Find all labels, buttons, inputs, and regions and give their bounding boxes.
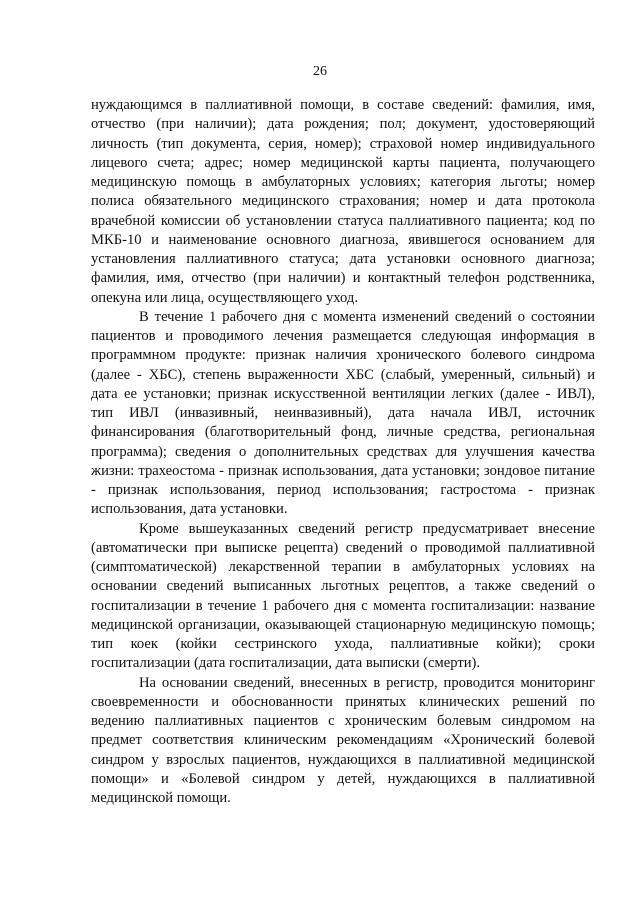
document-body <box>91 96 595 808</box>
paragraph-continuation: нуждающимся в паллиативной помощи, в составе сведений: фамилия, имя, отчество (при наличии); дата рождения; пол; документ, удостоверяющий личность (тип документа, серия, номер); страховой номер индивидуального лицевого счета; адрес; номер медицинской карты пациента, получающего медицинскую помощь в амбулаторных условиях; категория льготы; номер полиса обязательного медицинского страхования; номер и дата протокола врачебной комиссии об установлении статуса паллиативного пациента; код по МКБ-10 и наименование основного диагноза, явившегося основанием для установления паллиативного статуса; дата установки основного диагноза; фамилия, имя, отчество (при наличии) и контактный телефон родственника, опекуна или лица, осуществляющего уход. <box>91 97 595 306</box>
paragraph-monitoring: На основании сведений, внесенных в регистр, проводится мониторинг своевременности и обоснованности принятых клинических решений по ведению паллиативных пациентов с хроническим болевым синдромом на предмет соответствия клиническим рекомендациям «Хронический болевой синдром у взрослых пациентов, нуждающихся в паллиативной медицинской помощи» и «Болевой синдром у детей, нуждающихся в паллиативной медицинской помощи. <box>91 674 595 806</box>
page-number: 26 <box>313 64 327 79</box>
paragraph-status-changes: В течение 1 рабочего дня с момента изменений сведений о состоянии пациентов и проводимого лечения размещается следующая информация в программном продукте: признак наличия хронического болевого синдрома (далее - ХБС), степень выраженности ХБС (слабый, умеренный, сильный) и дата ее установки; признак искусственной вентиляции легких (далее - ИВЛ), тип ИВЛ (инвазивный, неинвазивный), дата начала ИВЛ, источник финансирования (благотворительный фонд, личные средства, региональная программа); сведения о дополнительных средствах для улучшения качества жизни: трахеостома - признак использования, дата установки; зондовое питание - признак использования, период использования; гастростома - признак использования, дата установки. <box>91 308 595 518</box>
paragraph-registry-therapy: Кроме вышеуказанных сведений регистр предусматривает внесение (автоматически при выписке рецепта) сведений о проводимой паллиативной (симптоматической) лекарственной терапии в амбулаторных условиях на основании сведений выписанных льготных рецептов, а также сведений о госпитализации в течение 1 рабочего дня с момента госпитализации: название медицинской организации, оказывающей стационарную медицинскую помощь; тип коек (койки сестринского ухода, паллиативные койки); сроки госпитализации (дата госпитализации, дата выписки (смерти). <box>91 520 595 672</box>
